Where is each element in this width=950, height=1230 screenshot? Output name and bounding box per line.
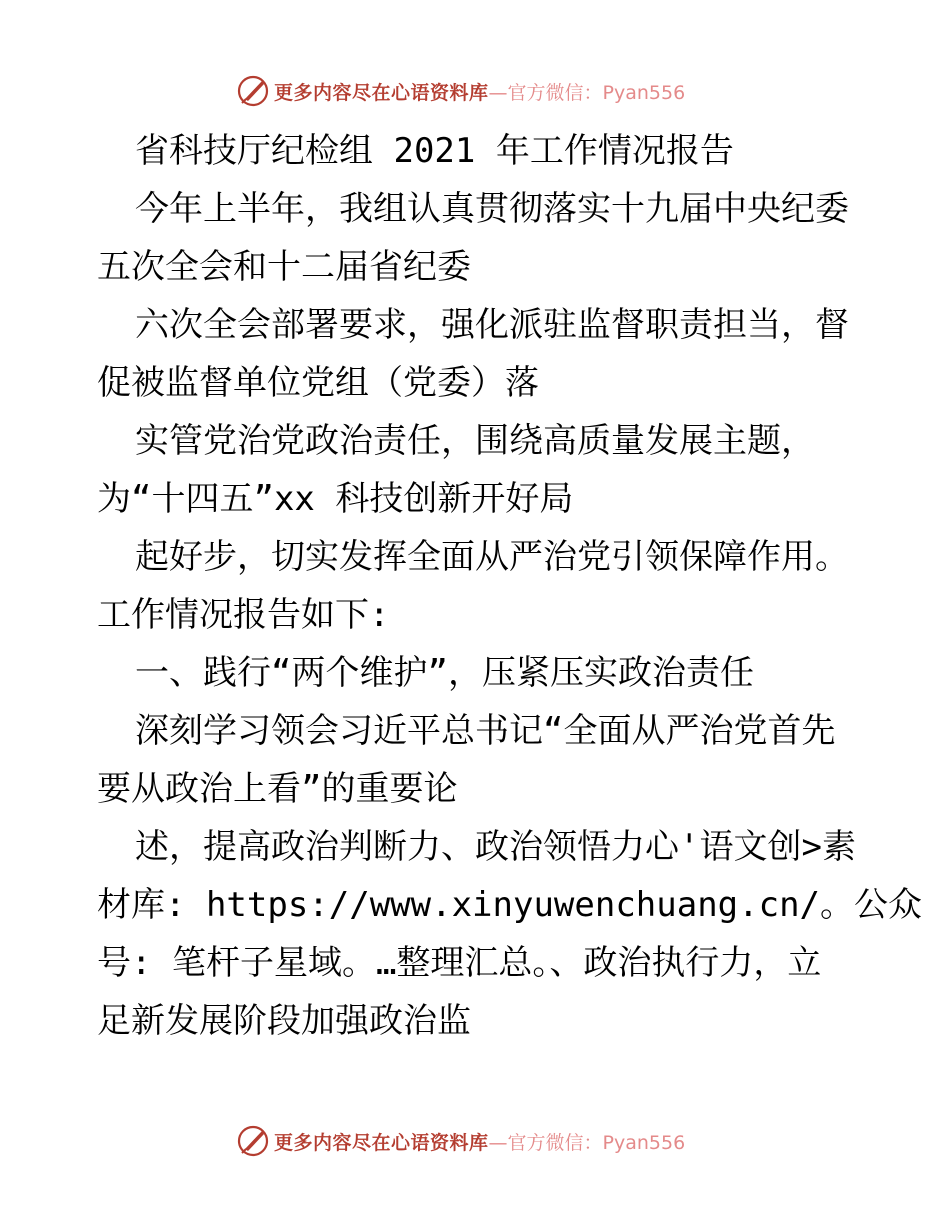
- text-line: 工作情况报告如下:: [97, 595, 390, 635]
- watermark-brand: 更多内容尽在心语资料库: [274, 81, 489, 104]
- watermark-contact: —官方微信：Pyan556: [488, 81, 686, 104]
- text-line: 起好步，切实发挥全面从严治党引领保障作用。: [135, 537, 849, 577]
- watermark-contact: —官方微信：Pyan556: [488, 1131, 686, 1154]
- text-line: 促被监督单位党组（党委）落: [97, 363, 539, 403]
- text-line: 述，提高政治判断力、政治领悟力心'语文创>素: [135, 827, 856, 867]
- text-line: 实管党治党政治责任，围绕高质量发展主题，: [135, 421, 815, 461]
- watermark-brand: 更多内容尽在心语资料库: [274, 1131, 489, 1154]
- document-body: [97, 122, 923, 1050]
- text-line: 六次全会部署要求，强化派驻监督职责担当，督: [135, 305, 849, 345]
- text-line: 五次全会和十二届省纪委: [97, 247, 471, 287]
- text-line: 为“十四五”xx 科技创新开好局: [97, 479, 574, 519]
- section-heading: 一、践行“两个维护”，压紧压实政治责任: [135, 653, 754, 693]
- text-line: 今年上半年，我组认真贯彻落实十九届中央纪委: [135, 189, 849, 229]
- quill-logo-icon: [236, 1124, 270, 1158]
- text-line: 号: 笔杆子星域。…整理汇总。、政治执行力，立: [97, 943, 822, 983]
- text-line: 足新发展阶段加强政治监: [97, 1001, 471, 1041]
- document-title: 省科技厅纪检组 2021 年工作情况报告: [135, 131, 734, 171]
- watermark-banner-top: [236, 74, 685, 108]
- text-line: 要从政治上看”的重要论: [97, 769, 458, 809]
- watermark-banner-bottom: [236, 1124, 685, 1158]
- text-line: 深刻学习领会习近平总书记“全面从严治党首先: [135, 711, 836, 751]
- quill-logo-icon: [236, 74, 270, 108]
- text-line: 材库: https://www.xinyuwenchuang.cn/。公众: [97, 885, 923, 925]
